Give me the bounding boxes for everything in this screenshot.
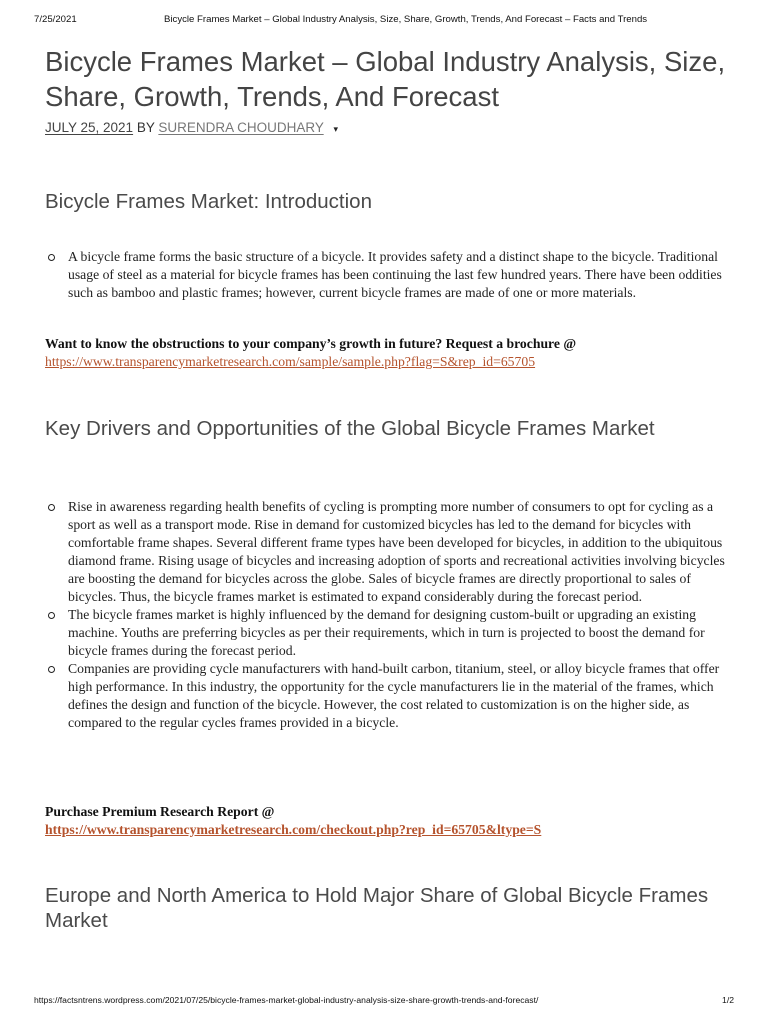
author-link[interactable]: SURENDRA CHOUDHARY — [158, 120, 324, 135]
checkout-link[interactable]: https://www.transparencymarketresearch.com/checkout.php?rep_id=65705&ltype=S — [45, 822, 542, 837]
list-item: Companies are providing cycle manufacturers with hand-built carbon, titanium, steel, or alloy bicycle frames that offer high performance. In this industry, the opportunity for the cycle manufacturers lie in the material of the frames, which defines the design and function of the bicycle. However, the cost related to customization is on the higher side, as compared to the regular cycles frames provided in a bicycle. — [46, 660, 728, 732]
section-heading-europe-north-america: Europe and North America to Hold Major Share of Global Bicycle Frames Market — [45, 884, 709, 932]
list-item: Rise in awareness regarding health benefits of cycling is prompting more number of consumers to opt for cycling as a sport as well as a transport mode. Rise in demand for customized bicycles has led to the demand for bicycles with comfortable frame shapes. Several different frame types have been developed for bicycles, in addition to the ubiquitous diamond frame. Rising usage of bicycles and increasing adoption of sports and recreational activities involving bicycles are boosting the demand for bicycles across the globe. Sales of bicycle frames are directly proportional to sales of bicycles. Thus, the bicycle frames market is estimated to expand considerably during the forecast period. — [46, 498, 728, 606]
key-drivers-list — [46, 498, 728, 732]
brochure-promo — [45, 335, 735, 371]
article-title: Bicycle Frames Market – Global Industry Analysis, Size, Share, Growth, Trends, And Forecast — [45, 46, 726, 112]
print-header — [34, 14, 734, 28]
list-item: The bicycle frames market is highly influenced by the demand for designing custom-built or upgrading an existing machine. Youths are preferring bicycles as per their requirements, which in turn is projected to boost the demand for bicycle frames during the forecast period. — [46, 606, 728, 660]
list-item: A bicycle frame forms the basic structure of a bicycle. It provides safety and a distinct shape to the bicycle. Traditional usage of steel as a material for bicycle frames has been continuing the last few hundred years. There have been oddities such as bamboo and plastic frames; however, current bicycle frames are made of one or more materials. — [46, 248, 728, 302]
print-page-title: Bicycle Frames Market – Global Industry Analysis, Size, Share, Growth, Trends, And Forecast – Facts and Trends — [164, 14, 648, 25]
introduction-list — [46, 248, 728, 302]
print-footer — [34, 995, 734, 1007]
post-date-link[interactable]: JULY 25, 2021 — [45, 120, 134, 135]
print-date: 7/25/2021 — [34, 14, 77, 25]
purchase-promo-text: Purchase Premium Research Report @ — [45, 804, 275, 819]
purchase-promo — [45, 803, 735, 839]
sample-request-link[interactable]: https://www.transparencymarketresearch.com/sample/sample.php?flag=S&rep_id=65705 — [45, 354, 536, 369]
brochure-promo-text: Want to know the obstructions to your company’s growth in future? Request a brochure @ — [45, 336, 577, 351]
by-label: BY — [136, 120, 155, 135]
article-meta — [45, 120, 338, 135]
print-page-url: https://factsntrens.wordpress.com/2021/07/25/bicycle-frames-market-global-industry-analysis-size-share-growth-trends-and-forecast/ — [34, 995, 539, 1005]
section-heading-introduction: Bicycle Frames Market: Introduction — [45, 190, 372, 213]
chevron-down-icon[interactable]: ▾ — [333, 124, 338, 134]
section-heading-key-drivers: Key Drivers and Opportunities of the Global Bicycle Frames Market — [45, 417, 655, 440]
page-number: 1/2 — [722, 995, 734, 1005]
